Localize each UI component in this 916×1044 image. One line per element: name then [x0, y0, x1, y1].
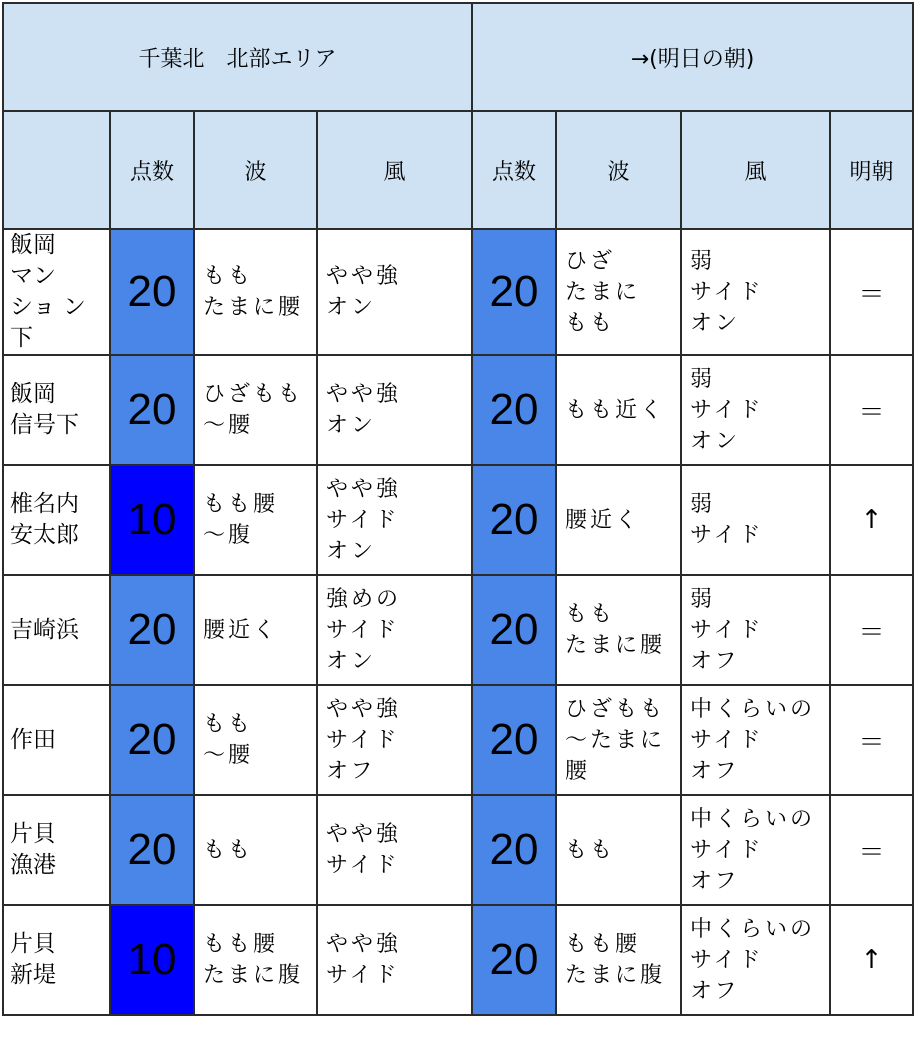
- score-tomorrow-cell: 20: [472, 229, 556, 355]
- trend-cell: ↑: [830, 465, 913, 575]
- trend-cell: ＝: [830, 575, 913, 685]
- table-row: [3, 355, 913, 465]
- score-cell: 10: [110, 465, 194, 575]
- wind-tomorrow-cell: 中くらいの サイド オフ: [681, 685, 830, 795]
- spot-name: 片貝 漁港: [3, 795, 110, 905]
- table-row: [3, 905, 913, 1015]
- spot-name: 片貝 新堤: [3, 905, 110, 1015]
- header-wind-tomorrow: 風: [681, 111, 830, 229]
- header-score-tomorrow: 点数: [472, 111, 556, 229]
- table-row: [3, 795, 913, 905]
- score-tomorrow-cell: 20: [472, 905, 556, 1015]
- wind-tomorrow-cell: 弱 サイド オン: [681, 229, 830, 355]
- table-row: [3, 575, 913, 685]
- wind-cell: 強めの サイド オン: [317, 575, 472, 685]
- header-wave: 波: [194, 111, 317, 229]
- header-wave-tomorrow: 波: [556, 111, 681, 229]
- surf-forecast-table: [2, 2, 914, 1016]
- wave-tomorrow-cell: もも たまに腰: [556, 575, 681, 685]
- score-tomorrow-cell: 20: [472, 685, 556, 795]
- wind-cell: やや強 サイド: [317, 795, 472, 905]
- spot-name: 作田: [3, 685, 110, 795]
- wave-cell: もも腰 〜腹: [194, 465, 317, 575]
- wind-cell: やや強 オン: [317, 355, 472, 465]
- wave-cell: もも 〜腰: [194, 685, 317, 795]
- header-wind: 風: [317, 111, 472, 229]
- score-cell: 20: [110, 795, 194, 905]
- trend-cell: ↑: [830, 905, 913, 1015]
- score-cell: 20: [110, 355, 194, 465]
- wind-tomorrow-cell: 中くらいの サイド オフ: [681, 795, 830, 905]
- wind-tomorrow-cell: 中くらいの サイド オフ: [681, 905, 830, 1015]
- wave-cell: 腰近く: [194, 575, 317, 685]
- score-cell: 20: [110, 685, 194, 795]
- wave-tomorrow-cell: ひざもも 〜たまに 腰: [556, 685, 681, 795]
- spot-name: 飯岡 信号下: [3, 355, 110, 465]
- wind-cell: やや強 オン: [317, 229, 472, 355]
- wind-tomorrow-cell: 弱 サイド: [681, 465, 830, 575]
- wind-tomorrow-cell: 弱 サイド オン: [681, 355, 830, 465]
- score-tomorrow-cell: 20: [472, 465, 556, 575]
- trend-cell: ＝: [830, 229, 913, 355]
- score-cell: 10: [110, 905, 194, 1015]
- spot-name: 椎名内 安太郎: [3, 465, 110, 575]
- score-tomorrow-cell: 20: [472, 575, 556, 685]
- wave-cell: ひざもも 〜腰: [194, 355, 317, 465]
- wave-tomorrow-cell: もも近く: [556, 355, 681, 465]
- score-cell: 20: [110, 575, 194, 685]
- trend-cell: ＝: [830, 685, 913, 795]
- wind-cell: やや強 サイド オン: [317, 465, 472, 575]
- spot-name: 飯岡 マン ショ ン 下: [3, 229, 110, 355]
- table-row: [3, 229, 913, 355]
- trend-cell: ＝: [830, 795, 913, 905]
- score-cell: 20: [110, 229, 194, 355]
- wave-tomorrow-cell: ひざ たまに もも: [556, 229, 681, 355]
- table-row: [3, 465, 913, 575]
- wave-tomorrow-cell: 腰近く: [556, 465, 681, 575]
- wave-cell: もも: [194, 795, 317, 905]
- header-spot: [3, 111, 110, 229]
- header-score: 点数: [110, 111, 194, 229]
- wave-tomorrow-cell: もも腰 たまに腹: [556, 905, 681, 1015]
- table-row: [3, 685, 913, 795]
- score-tomorrow-cell: 20: [472, 355, 556, 465]
- score-tomorrow-cell: 20: [472, 795, 556, 905]
- spot-name: 吉崎浜: [3, 575, 110, 685]
- trend-cell: ＝: [830, 355, 913, 465]
- forecast-title: →(明日の朝): [472, 3, 913, 111]
- wind-cell: やや強 サイド オフ: [317, 685, 472, 795]
- header-trend: 明朝: [830, 111, 913, 229]
- wind-cell: やや強 サイド: [317, 905, 472, 1015]
- wave-cell: もも腰 たまに腹: [194, 905, 317, 1015]
- wave-cell: もも たまに腰: [194, 229, 317, 355]
- wave-tomorrow-cell: もも: [556, 795, 681, 905]
- wind-tomorrow-cell: 弱 サイド オフ: [681, 575, 830, 685]
- area-title: 千葉北 北部エリア: [3, 3, 472, 111]
